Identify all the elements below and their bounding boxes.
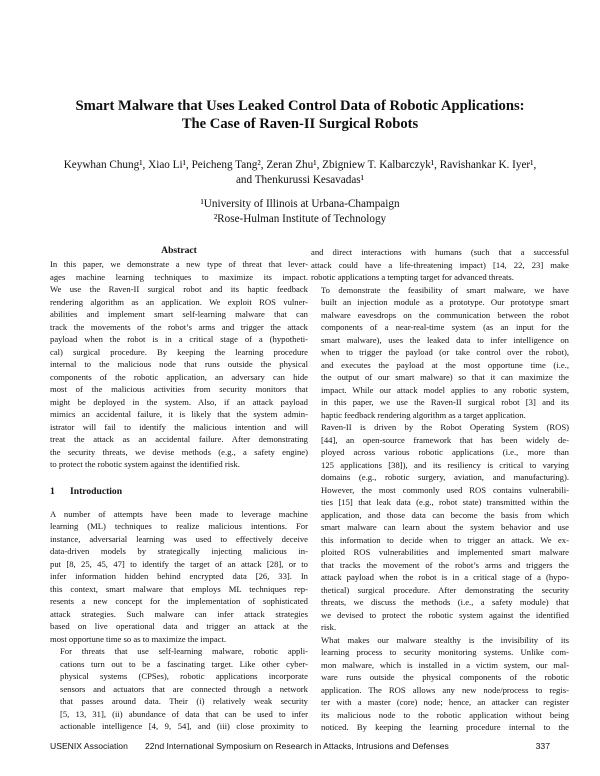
text-line: application, and those data can become the basis from which — [321, 509, 569, 520]
intro-paragraph-4 — [311, 284, 569, 422]
text-line: thetical) surgical procedure. After demonstrating the security — [321, 584, 569, 595]
abstract-line: internal to the malicious node that runs outside the physical — [50, 359, 308, 369]
text-line: risk. — [321, 622, 337, 632]
text-line: this information to decide when to trigger an attack. We ex- — [321, 534, 569, 545]
paper-title — [40, 97, 560, 133]
affiliation-1: ¹University of Illinois at Urbana-Champaign — [200, 198, 400, 210]
text-line: ploited ROS vulnerabilities and implemented smart malware — [321, 547, 569, 557]
text-line: sensors and actuators that are connected through a network — [60, 683, 308, 694]
text-line: that passes around data. Their (i) relatively weak security — [60, 696, 308, 706]
abstract-line: rendering algorithm as an application. We exploit ROS vulner- — [50, 296, 308, 307]
text-line: learning process to security monitoring systems. Unlike com- — [321, 647, 569, 657]
text-line: when to trigger the payload (or take control over the robot), — [321, 347, 569, 357]
affiliation-2: ²Rose-Hulman Institute of Technology — [213, 212, 387, 225]
intro-paragraph-3 — [311, 246, 569, 284]
text-line: we devised to protect the robotic system against the identified — [321, 609, 569, 620]
text-line: [5, 13, 31], (ii) abundance of data that can be used to infer — [60, 708, 308, 719]
text-line: based on live operational data and trigger an attack at the — [50, 621, 308, 631]
abstract-line: abilities and implement smart self-learning malware that can — [50, 309, 308, 319]
intro-paragraph-1 — [50, 508, 308, 646]
author-list — [40, 158, 560, 188]
text-line: most opportune time so as to maximize the impact. — [50, 633, 227, 644]
text-line: 125 applications [38]), and its resiliency is critical to varying — [321, 459, 569, 470]
authors-line-2: and Thenkurussi Kesavadas¹ — [235, 174, 365, 186]
text-line: noticed. By keeping the learning procedure internal to the — [321, 722, 569, 732]
abstract-heading: Abstract — [161, 245, 197, 256]
text-line: components of a near-real-time system (as an input for the — [321, 322, 569, 332]
text-line: Raven-II is driven by the Robot Operating System (ROS) — [321, 422, 569, 432]
abstract-line: istrator will fail to identify the malicious intention and will — [50, 421, 308, 432]
footer-org: USENIX Association — [50, 741, 128, 751]
abstract-line: ages machine learning techniques to maximize its impact. — [50, 271, 308, 282]
page-number: 337 — [535, 741, 550, 751]
text-line: physical systems (CPSes), robotic applications incorporate — [60, 671, 308, 681]
text-line: data-driven models by strategically injecting malicious in- — [50, 546, 308, 556]
text-line: in this paper, we use the Raven-II surgical robot [3] and its — [321, 397, 569, 407]
intro-paragraph-5 — [311, 421, 569, 634]
text-line: attack could have a life-threatening impact) [14, 22, 23] make — [311, 259, 569, 270]
text-line: ties [15] that leak data (e.g., robot state) transmitted within the — [321, 497, 569, 507]
abstract-line: In this paper, we demonstrate a new type of threat that lever- — [50, 259, 308, 269]
abstract-line: payload when the robot is in a critical stage of a (hypotheti- — [50, 334, 308, 344]
title-line-2: The Case of Raven-II Surgical Robots — [181, 116, 419, 132]
text-line: smart malware can learn about the system behavior and use — [321, 522, 569, 532]
text-line: haptic feedback rendering algorithm as a target application. — [321, 409, 526, 420]
affiliations — [40, 197, 560, 226]
text-line: malware eavesdrops on the communication between the robot — [321, 309, 569, 320]
abstract-line: cal) surgical procedure. By keeping the learning procedure — [50, 346, 308, 357]
text-line: However, the most commonly used ROS contains vulnerabili- — [321, 484, 569, 495]
footer-venue: 22nd International Symposium on Research in Attacks, Intrusions and Defenses — [145, 741, 449, 751]
text-line: attack strategies. Such malware can infer attack strategies — [50, 608, 308, 619]
text-line: and executes the payload at the most opportune time (i.e., — [321, 359, 569, 370]
text-line: actionable intelligence [4, 9, 54], and (iii) close proximity to — [60, 721, 308, 731]
authors-line-1: Keywhan Chung¹, Xiao Li¹, Peicheng Tang², Zeran Zhu¹, Zbigniew T. Kalbarczyk¹, Ravishankar K. Iyer¹, — [63, 159, 537, 171]
abstract-line: might be deployed in the system. Also, if an attack payload — [50, 396, 308, 407]
text-line: ter with a master (core) node; hence, an attacker can register — [321, 697, 569, 707]
abstract-line: treat the attack as an accidental failure. After demonstrating — [50, 434, 308, 444]
right-column — [311, 246, 569, 734]
abstract-line: components of the robotic application, an adversary can hide — [50, 371, 308, 382]
text-line: To demonstrate the feasibility of smart malware, we have — [321, 284, 569, 295]
text-line: ployed across various robotic applications (i.e., more than — [321, 447, 569, 457]
text-line: instance, adversarial learning was used to effectively deceive — [50, 533, 308, 544]
text-line: impact. While our attack model applies to any robotic system, — [321, 384, 569, 395]
intro-heading — [50, 485, 308, 498]
text-line: attack payload when the robot is in a critical stage of a (hypo- — [321, 572, 569, 582]
text-line: A number of attempts have been made to leverage machine — [50, 508, 308, 519]
section-number: 1 — [50, 485, 55, 497]
text-line: put [8, 25, 45, 47] to identify the target of an attack [28], or to — [50, 558, 308, 569]
left-column — [50, 244, 308, 733]
text-line: the output of our smart malware) so that it can maximize the — [321, 372, 569, 382]
text-line: infer information hidden behind encrypted data [26, 33]. In — [50, 571, 308, 581]
text-line: ware runs outside the physical components of the robotic — [321, 672, 569, 682]
text-line: application. The ROS allows any new node/process to regis- — [321, 684, 569, 695]
text-line: this context, smart malware that employs ML techniques rep- — [50, 583, 308, 594]
text-line: mon malware, which is installed in a victim system, our mal- — [321, 659, 569, 670]
text-line: For threats that use self-learning malware, robotic appli- — [60, 646, 308, 656]
text-line: smart malware), uses the leaked data to infer intelligence on — [321, 334, 569, 345]
abstract-line: to protect the robotic system against the identified risk. — [50, 459, 240, 469]
text-line: its malicious node to the robotic application without being — [321, 709, 569, 720]
text-line: robotic applications a tempting target for advanced threats. — [311, 272, 514, 282]
abstract-line: track the movements of the robot’s arms and trigger the attack — [50, 321, 308, 332]
text-line: threats, we discuss the methods (i.e., a safety module) that — [321, 597, 569, 607]
intro-paragraph-2 — [50, 645, 308, 733]
text-line: resents a new concept for the implementation of sophisticated — [50, 596, 308, 606]
text-line: [44], an open-source framework that has been widely de- — [321, 434, 569, 445]
text-line: domains (e.g., robotic surgery, aviation, and manufacturing). — [321, 472, 569, 482]
text-line: What makes our malware stealthy is the invisibility of its — [321, 634, 569, 645]
section-title: Introduction — [70, 485, 123, 497]
text-line: that tracks the movement of the robot’s arms and triggers the — [321, 559, 569, 570]
abstract-body — [50, 258, 308, 471]
abstract-line: most of the malicious activities from security monitors that — [50, 384, 308, 394]
abstract-line: the security threats, we devise methods (e.g., a safety engine) — [50, 446, 308, 457]
text-line: and direct interactions with humans (such that a successful — [311, 247, 569, 257]
abstract-line: We use the Raven-II surgical robot and its haptic feedback — [50, 284, 308, 294]
abstract-line: mimics an accidental failure, it is likely that the system admin- — [50, 409, 308, 419]
text-line: cations turn out to be a fascinating target. Like other cyber- — [60, 658, 308, 669]
text-line: learning (ML) techniques to realize malicious intentions. For — [50, 521, 308, 531]
text-line: built an injection module as a prototype. Our prototype smart — [321, 297, 569, 307]
intro-paragraph-6 — [311, 634, 569, 734]
title-line-1: Smart Malware that Uses Leaked Control Data of Robotic Applications: — [75, 98, 525, 114]
